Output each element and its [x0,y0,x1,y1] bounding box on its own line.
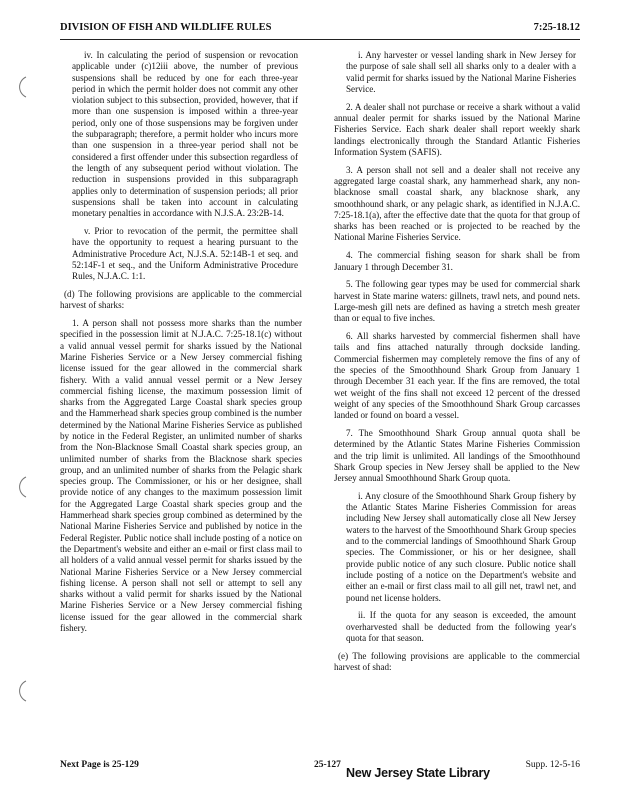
paragraph: 3. A person shall not sell and a dealer shall not receive any aggregated large coastal shark, any hammerhead shark, any non-blacknose small coastal shark, any blacknose shark, any smoothhound shark, or any pelagic shark, as identified in N.J.A.C. 7:25-18.1(a), after the effective date that the quota for that group of sharks has been reached or is projected to be reached by the National Marine Fisheries Service. [334,164,580,243]
paragraph: i. Any harvester or vessel landing shark in New Jersey for the purpose of sale shall sell all sharks only to a dealer with a valid permit for sharks issued by the National Marine Fisheries Service. [346,50,576,94]
paragraph: 5. The following gear types may be used for commercial shark harvest in State marine waters: gillnets, trawl nets, and pound nets. Large-mesh gill nets are defined as having a stretch mesh greater than or equal to five inches. [334,279,580,324]
chapter-title: DIVISION OF FISH AND WILDLIFE RULES [60,22,272,33]
next-page-note: Next Page is 25-129 [60,760,139,770]
library-stamp: New Jersey State Library [346,766,490,780]
punch-hole-mark [8,474,34,500]
left-column [60,50,302,641]
paragraph: 4. The commercial fishing season for shark shall be from January 1 through December 31. [334,250,580,272]
punch-hole-mark [8,678,34,704]
supplement-date: Supp. 12-5-16 [525,760,580,770]
page-footer [60,756,580,774]
paragraph: (d) The following provisions are applicable to the commercial harvest of sharks: [60,288,302,311]
paragraph: (e) The following provisions are applicable to the commercial harvest of shad: [334,650,580,673]
paragraph: 7. The Smoothhound Shark Group annual quota shall be determined by the Atlantic States Marine Fisheries Commission and the trip limit is unlimited. All landings of the Smoothhound Shark Group species in New Jersey shall be applied to the New Jersey annual Smoothhound Shark Group quota. [334,427,580,484]
punch-hole-mark [8,74,34,100]
paragraph: iv. In calculating the period of suspension or revocation applicable under (c)12iii above, the number of previous suspensions shall be reduced by one for each three-year period in which the permit holder does not commit any other violation subject to this subsection, provided, however, that if more than one suspension is imposed within a three-year period, only one of those suspensions may be forgiven under the subparagraph; therefore, a permit holder who incurs more than one suspension in a three-year period shall not be considered a first offender under this subsection regardless of the length of any subsequent period without violation. The reduction in suspensions provided in this subparagraph applies only to determination of suspension periods; all prior suspensions shall be taken into account in calculating monetary penalties in accordance with N.J.S.A. 23:2B-14. [72,50,298,219]
right-column [334,50,580,680]
header-rule [60,39,580,40]
paragraph: 1. A person shall not possess more sharks than the number specified in the possession limit at N.J.A.C. 7:25-18.1(c) without a valid annual vessel permit for sharks issued by the National Marine Fisheries Service or a New Jersey commercial fishing license issued for the gear allowed in the commercial shark fishery. With a valid annual vessel permit or a New Jersey commercial fishing license, the maximum possession limit of sharks from the Aggregated Large Coastal shark species group and the Hammerhead shark species group combined is the number determined by the National Marine Fisheries Service as published by notice in the Federal Register, an unlimited number of sharks from the Non-Blacknose Small Coastal shark species group, an unlimited number of sharks from the Blacknose shark species group, and an unlimited number of sharks from the Pelagic shark species group. The Commissioner, or his or her designee, shall provide notice of any changes to the maximum possession limit for the Aggregated Large Coastal shark species group and the Hammerhead shark species group combined as determined by the National Marine Fisheries Service and published by notice in the Federal Register. Public notice shall include posting of a notice on the Department's website and either an e-mail or first class mail to all holders of a valid annual vessel permit for sharks issued by the National Marine Fisheries Service or a New Jersey commercial fishing license. A person shall not sell or attempt to sell any sharks without a valid permit for sharks issued by the National Marine Fisheries Service or a New Jersey commercial fishing license issued for the gear allowed in the commercial shark fishery. [60,318,302,634]
paragraph: i. Any closure of the Smoothhound Shark Group fishery by the Atlantic States Marine Fisheries Commission for areas including New Jersey shall automatically close all New Jersey waters to the harvest of the Smoothhound Shark Group species and to the commercial landings of Smoothhound Shark Group species. The Commissioner, or his or her designee, shall provide public notice of any such closure. Public notice shall include posting of a notice on the Department's website and either an e-mail or first class mail to all gill net, trawl net, and pound net license holders. [346,490,576,603]
paragraph: 2. A dealer shall not purchase or receive a shark without a valid annual dealer permit for sharks issued by the National Marine Fisheries Service. Each shark dealer shall report weekly shark landings electronically through the Standard Atlantic Fisheries Information System (SAFIS). [334,101,580,157]
page-header [60,22,580,38]
paragraph: v. Prior to revocation of the permit, the permittee shall have the opportunity to request a hearing pursuant to the Administrative Procedure Act, N.J.S.A. 52:14B-1 et seq. and 52:14F-1 et seq., and the Uniform Administrative Procedure Rules, N.J.A.C. 1:1. [72,225,298,282]
paragraph: 6. All sharks harvested by commercial fishermen shall have tails and fins attached naturally through dockside landing. Commercial fishermen may completely remove the fins of any of the species of the Smoothhound Shark Group from January 1 through December 31 each year. If the fins are removed, the total wet weight of the fins shall not exceed 12 percent of the dressed weight of any species of the Smoothhound Shark Group carcasses landed or found on board a vessel. [334,331,580,421]
section-code: 7:25-18.12 [533,22,580,33]
paragraph: ii. If the quota for any season is exceeded, the amount overharvested shall be deducted from the following year's quota for that season. [346,610,576,643]
page-number: 25-127 [314,760,341,770]
